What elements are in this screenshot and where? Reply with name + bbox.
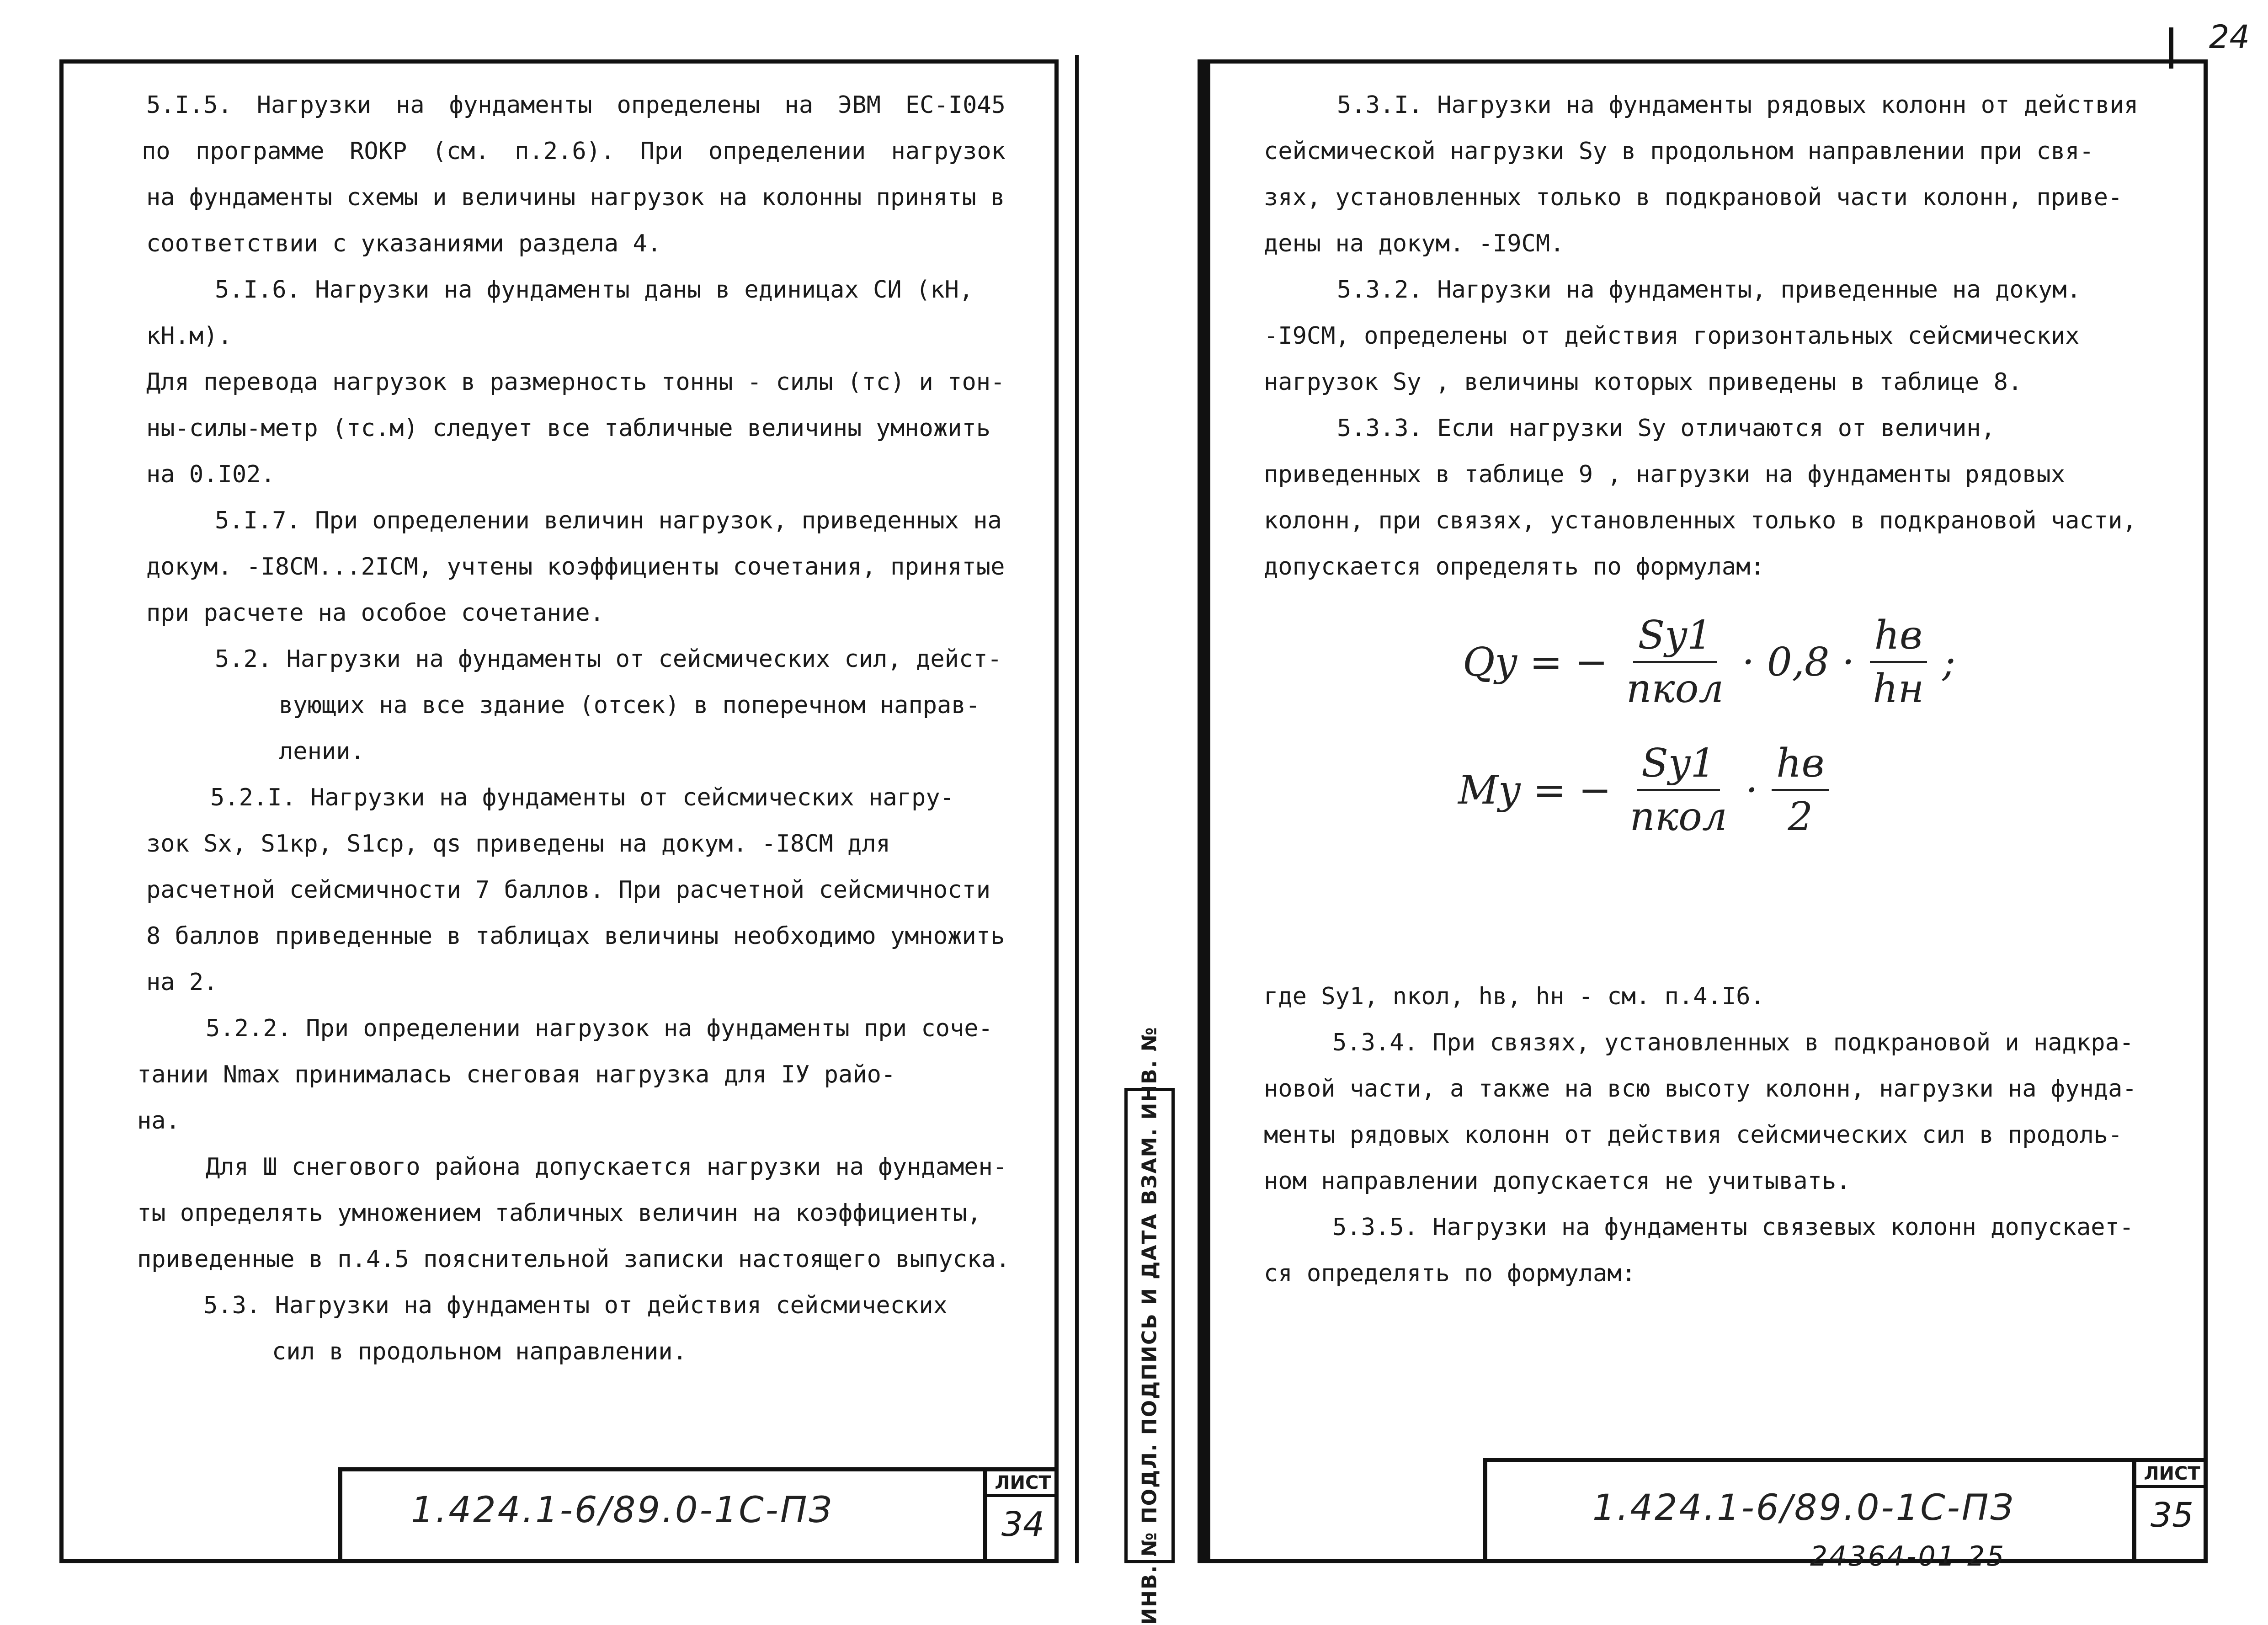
text-line: менты рядовых колонн от действия сейсмических сил в продоль- [1264, 1121, 2123, 1149]
text-line: 5.3.3. Если нагрузки Sy отличаются от величин, [1337, 415, 1996, 442]
sheet-number: 34 [1001, 1505, 1045, 1544]
text-line: ном направлении допускается не учитывать. [1264, 1167, 1851, 1195]
text-line: вующих на все здание (отсек) в поперечном направ- [279, 692, 980, 719]
denominator: nкол [1626, 666, 1724, 712]
right-para-1 [1264, 82, 2146, 267]
text-line: 5.I.5. Нагрузки на фундаменты определены на ЭВМ ЕС-I045 [146, 91, 1006, 119]
formula-qy-mid: · 0,8 · [1742, 639, 1855, 685]
left-para-1-rest [146, 175, 1006, 267]
right-para-2 [1264, 267, 2146, 405]
left-sheet-edge-line [1075, 55, 1079, 1563]
text-line: при расчете на особое сочетание. [146, 599, 604, 627]
numerator: Sy1 [1637, 741, 1720, 791]
corner-page-number: 24 [2209, 18, 2250, 56]
left-para-1-cont [142, 128, 1006, 175]
fraction [1622, 613, 1728, 712]
left-title-block [338, 1467, 1059, 1563]
text-line: ся определять по формулам: [1264, 1260, 1636, 1287]
numerator: hв [1870, 613, 1927, 663]
sheet-number: 35 [2150, 1496, 2194, 1535]
text-line: Для Ш снегового района допускается нагрузки на фундамен- [206, 1153, 1007, 1181]
text-line: 5.2.I. Нагрузки на фундаменты от сейсмических нагру- [210, 784, 954, 811]
fraction [1625, 741, 1731, 840]
numerator: Sy1 [1633, 613, 1716, 663]
text-line: сил в продольном направлении. [272, 1338, 687, 1365]
text-line: по программе ROKP (см. п.2.6). При определении нагрузок [142, 138, 1006, 165]
fraction [1868, 613, 1928, 712]
text-line: 5.3.4. При связях, установленных в подкрановой и надкра- [1332, 1029, 2134, 1056]
denominator: 2 [1788, 794, 1813, 840]
formula-my-mid: · [1745, 767, 1758, 813]
text-line: 5.2.2. При определении нагрузок на фундаменты при соче- [206, 1015, 993, 1042]
right-para-3 [1264, 405, 2146, 590]
text-line: лении. [279, 738, 365, 765]
text-line: на 0.I02. [146, 461, 275, 488]
text-line: допускается определять по формулам: [1264, 553, 1765, 581]
right-para-4 [1264, 1020, 2146, 1204]
text-line: приведенные в п.4.5 пояснительной записки настоящего выпуска. [137, 1246, 1010, 1273]
text-line: соответствии с указаниями раздела 4. [146, 230, 662, 257]
numerator: hв [1772, 741, 1829, 791]
text-line: тании Nmax принималась снеговая нагрузка для IУ райо- [137, 1061, 896, 1088]
text-line: ты определять умножением табличных величин на коэффициенты, [137, 1199, 982, 1227]
left-para-2 [146, 267, 1006, 359]
right-para-5 [1264, 1204, 2146, 1297]
text-line: сейсмической нагрузки Sy в продольном направлении при свя- [1264, 138, 2094, 165]
left-para-1 [146, 82, 1006, 128]
text-line: 5.I.6. Нагрузки на фундаменты даны в единицах СИ (кН, [215, 276, 974, 304]
text-line: кН.м). [146, 322, 232, 350]
left-para-6 [146, 775, 1006, 1006]
right-para-where [1264, 974, 2146, 1020]
text-line: приведенных в таблице 9 , нагрузки на фундаменты рядовых [1264, 461, 2066, 488]
text-line: 5.3. Нагрузки на фундаменты от действия сейсмических [203, 1292, 948, 1319]
text-line: ны-силы-метр (тс.м) следует все табличные величины умножить [146, 415, 991, 442]
left-para-8 [137, 1144, 1010, 1283]
binding-stamp [1124, 1026, 1175, 1625]
left-para-5 [215, 636, 1006, 775]
sheet-label: ЛИСТ [2136, 1462, 2208, 1488]
left-para-3 [146, 359, 1006, 498]
fraction [1772, 741, 1829, 840]
formula-qy [1463, 613, 1955, 712]
text-line: 8 баллов приведенные в таблицах величины необходимо умножить [146, 922, 1005, 950]
denominator: hн [1873, 666, 1924, 712]
archive-number: 24364-01 25 [1810, 1540, 2006, 1572]
text-line: докум. -I8СМ...2IСМ, учтены коэффициенты сочетания, принятые [146, 553, 1005, 581]
sheet-label: ЛИСТ [987, 1471, 1059, 1497]
sheet-number-cell [2132, 1462, 2208, 1563]
sheet-number-cell [983, 1471, 1059, 1563]
text-line: на 2. [146, 969, 218, 996]
text-line: Для перевода нагрузок в размерность тонны - силы (тс) и тон- [146, 368, 1005, 396]
text-line: 5.3.I. Нагрузки на фундаменты рядовых колонн от действия [1337, 91, 2139, 119]
top-right-tick [2169, 27, 2173, 69]
text-line: зях, установленных только в подкрановой части колонн, приве- [1264, 184, 2123, 211]
text-line: 5.3.2. Нагрузки на фундаменты, приведенные на докум. [1337, 276, 2081, 304]
text-line: 5.3.5. Нагрузки на фундаменты связевых колонн допускает- [1332, 1214, 2134, 1241]
stamp-text: ИНВ. № ПОДЛ. ПОДПИСЬ И ДАТА ВЗАМ. ИНВ. № [1138, 1026, 1161, 1625]
text-line: 5.I.7. При определении величин нагрузок, приведенных на [215, 507, 1002, 534]
left-para-4 [146, 498, 1006, 636]
denominator: nкол [1629, 794, 1727, 840]
drawing-code: 1.424.1-6/89.0-1С-ПЗ [1592, 1487, 2015, 1529]
left-para-7 [137, 1006, 1006, 1144]
formula-my [1458, 741, 1829, 840]
text-line: на фундаменты схемы и величины нагрузок на колонны приняты в [146, 184, 1005, 211]
formula-qy-end: ; [1942, 639, 1956, 685]
formula-my-lhs: My = − [1458, 767, 1612, 813]
left-para-9 [203, 1283, 1006, 1375]
formula-qy-lhs: Qy = − [1463, 639, 1608, 685]
text-line: -I9СМ, определены от действия горизонтальных сейсмических [1264, 322, 2080, 350]
text-line: нагрузок Sy , величины которых приведены в таблице 8. [1264, 368, 2023, 396]
drawing-code: 1.424.1-6/89.0-1С-ПЗ [411, 1490, 834, 1531]
text-line: на. [137, 1107, 180, 1135]
text-line: расчетной сейсмичности 7 баллов. При расчетной сейсмичности [146, 876, 991, 904]
text-line: 5.2. Нагрузки на фундаменты от сейсмических сил, дейст- [215, 645, 1002, 673]
text-line: новой части, а также на всю высоту колонн, нагрузки на фунда- [1264, 1075, 2137, 1103]
text-line: где Sy1, nкол, hв, hн - см. п.4.I6. [1264, 983, 1765, 1010]
text-line: зок Sx, S1кр, S1ср, qs приведены на докум. -I8СМ для [146, 830, 890, 858]
text-line: дены на докум. -I9СМ. [1264, 230, 1565, 257]
text-line: колонн, при связях, установленных только в подкрановой части, [1264, 507, 2137, 534]
